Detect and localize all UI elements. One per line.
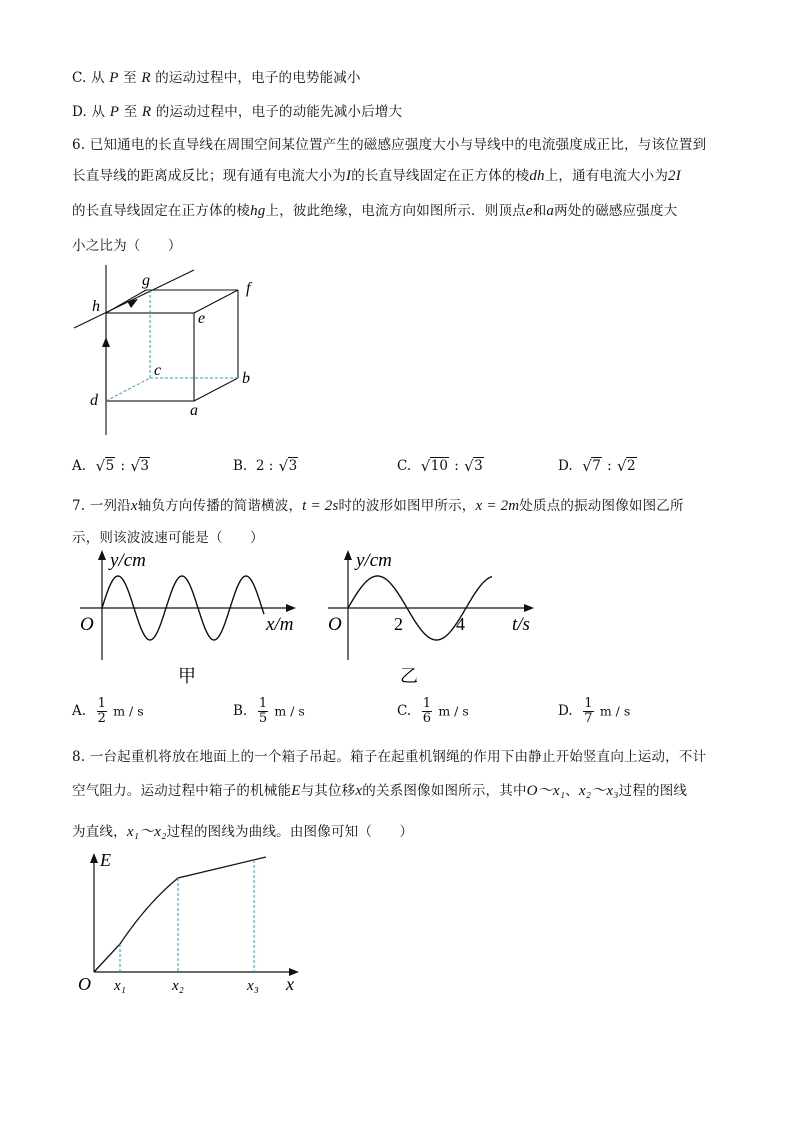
vertex-label-h: h xyxy=(92,298,100,315)
y-axis-arrow-icon xyxy=(90,853,98,863)
q7-option-a[interactable]: A. $\frac{1}{2}$ m / s xyxy=(72,696,144,726)
q6-option-b[interactable]: B. 2 : √ 3 xyxy=(233,458,299,474)
graph-caption: 甲 xyxy=(178,666,196,686)
q8-stem-line1: 8. 一台起重机将放在地面上的一个箱子吊起。箱子在起重机钢绳的作用下由静止开始竖直向上运动，不计 xyxy=(72,749,707,765)
x-axis-arrow-icon xyxy=(524,604,534,612)
q6-stem-line2: 长直导线的距离成反比；现有通有电流大小为I的长直导线固定在正方体的棱dh上，通有电流大小为2I xyxy=(72,168,681,184)
sqrt: √ 3 xyxy=(279,458,299,474)
sqrt: √ 3 xyxy=(464,458,484,474)
vertex-label-d: d xyxy=(90,392,98,409)
q7-stem-line2: 示，则该波波速可能是（ ） xyxy=(72,530,264,546)
q7-option-b[interactable]: B. $\frac{1}{5}$ m / s xyxy=(233,696,305,726)
q6-stem-line4: 小之比为（ ） xyxy=(72,238,182,254)
q8-stem-line2: 空气阻力。运动过程中箱子的机械能E与其位移x的关系图像如图所示，其中O～x₁、x₂～x₃过程的图线 xyxy=(72,783,688,799)
y-axis-arrow-icon xyxy=(98,550,106,560)
y-axis-arrow-icon xyxy=(344,550,352,560)
x-axis-arrow-icon xyxy=(286,604,296,612)
y-axis-label: y/cm xyxy=(110,550,146,571)
x2-tick-label: x₂ xyxy=(172,978,184,994)
sqrt: √ 5 xyxy=(96,458,116,474)
x1-tick-label: x₁ xyxy=(114,978,126,994)
graph-caption: 乙 xyxy=(400,666,418,686)
x3-tick-label: x₃ xyxy=(247,978,259,994)
vertex-label-a: a xyxy=(190,402,198,419)
x-axis-label: t/s xyxy=(512,614,530,635)
q7-stem-line1: 7. 一列沿x轴负方向传播的简谐横波，t = 2s时的波形如图甲所示，x = 2m处质点的振动图像如图乙所 xyxy=(72,498,684,514)
x-axis-label: x/m xyxy=(266,614,294,635)
q6-stem-line1: 6. 已知通电的长直导线在周围空间某位置产生的磁感应强度大小与导线中的电流强度成正比，与该位置到 xyxy=(72,137,707,153)
sqrt: √ 10 xyxy=(421,458,449,474)
vibration-graph-yi xyxy=(322,548,547,688)
q6-option-d[interactable]: D. √ 7 : √ 2 xyxy=(558,458,638,474)
fraction: $\frac{1}{2}$ xyxy=(97,696,106,726)
origin-label: O xyxy=(78,974,91,994)
vertex-label-c: c xyxy=(154,362,162,379)
t-tick-label: 2 xyxy=(394,614,403,634)
x-axis-label: x xyxy=(286,974,294,994)
q7-option-d[interactable]: D. $\frac{1}{7}$ m / s xyxy=(558,696,631,726)
sqrt: √ 2 xyxy=(617,458,637,474)
fraction: $\frac{1}{7}$ xyxy=(584,696,593,726)
vertex-label-e: e xyxy=(198,310,206,327)
fraction: $\frac{1}{6}$ xyxy=(422,696,432,726)
t-tick-label: 4 xyxy=(456,614,465,634)
y-axis-label: E xyxy=(100,850,111,870)
q5-option-c[interactable]: C. 从 P 至 R 的运动过程中，电子的电势能减小 xyxy=(72,70,361,86)
q8-stem-line3: 为直线，x₁～x₂过程的图线为曲线。由图像可知（ ） xyxy=(72,824,414,840)
vertex-label-f: f xyxy=(246,280,251,297)
fraction: $\frac{1}{5}$ xyxy=(258,696,268,726)
cube-figure xyxy=(66,265,276,445)
sqrt: √ 3 xyxy=(130,458,150,474)
q6-stem-line3: 的长直导线固定在正方体的棱hg上，彼此绝缘，电流方向如图所示．则顶点e和a两处的磁感应强度大 xyxy=(72,203,678,219)
q6-option-a[interactable]: A. √ 5 : √ 3 xyxy=(72,458,151,474)
q5-option-d[interactable]: D. 从 P 至 R 的运动过程中，电子的动能先减小后增大 xyxy=(72,104,403,120)
vertex-label-g: g xyxy=(142,272,150,289)
y-axis-label: y/cm xyxy=(356,550,392,571)
energy-displacement-graph xyxy=(74,850,314,1000)
origin-label: O xyxy=(80,614,94,635)
vertex-label-b: b xyxy=(242,370,250,387)
sqrt: √ 7 xyxy=(582,458,602,474)
current-arrow-up-icon xyxy=(102,337,110,347)
wave-graph-jia xyxy=(74,548,309,688)
q6-option-c[interactable]: C. √ 10 : √ 3 xyxy=(397,458,485,474)
q7-option-c[interactable]: C. $\frac{1}{6}$ m / s xyxy=(397,696,469,726)
origin-label: O xyxy=(328,614,342,635)
